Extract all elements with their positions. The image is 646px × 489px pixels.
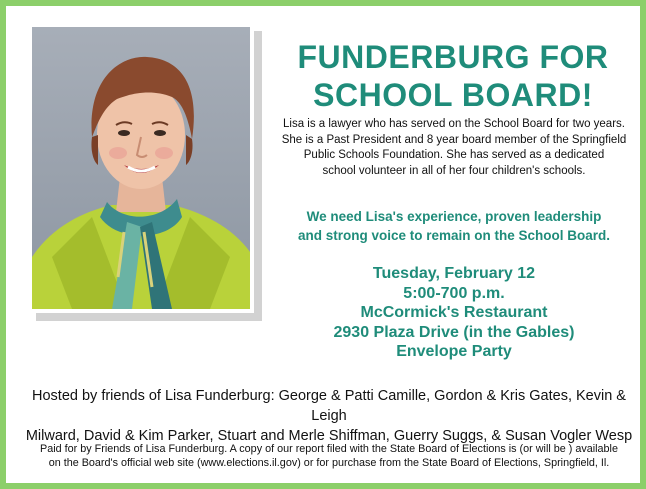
candidate-portrait (28, 23, 254, 313)
event-address: 2930 Plaza Drive (in the Gables) (333, 323, 575, 341)
event-time: 5:00-700 p.m. (403, 284, 505, 302)
campaign-tagline (278, 207, 630, 245)
event-date: Tuesday, February 12 (372, 265, 536, 282)
event-type: Envelope Party (396, 343, 512, 360)
tagline-line-2: and strong voice to remain on the School Board. (297, 228, 611, 243)
portrait-illustration (32, 27, 250, 309)
bio-line-2: She is a Past President and 8 year board member of the Springfield (281, 133, 627, 146)
event-details (278, 264, 630, 362)
page-title (278, 38, 628, 114)
disclaimer-line-2: on the Board's official web site (www.elections.il.gov) or for purchase from the State Board of Elections, Springfield, Il. (48, 457, 610, 469)
event-venue: McCormick's Restaurant (360, 304, 548, 321)
hosts-line-1: Hosted by friends of Lisa Funderburg: George & Patti Camille, Gordon & Kris Gates, Kevin & Leigh (32, 388, 626, 424)
title-line-1: FUNDERBURG FOR (297, 39, 609, 75)
disclaimer-line-1: Paid for by Friends of Lisa Funderburg. A copy of our report filed with the State Board of Elections is (or will be ) available (40, 443, 618, 455)
candidate-bio (276, 117, 632, 179)
title-line-2: SCHOOL BOARD! (313, 77, 593, 113)
bio-line-4: school volunteer in all of her four children's schools. (322, 164, 586, 177)
hosts-line-2: Milward, David & Kim Parker, Stuart and Merle Shiffman, Guerry Suggs, & Susan Vogler Wesp (25, 428, 633, 444)
hosts-list (24, 386, 634, 446)
bio-line-3: Public Schools Foundation. She has served as a dedicated (303, 149, 605, 161)
tagline-line-1: We need Lisa's experience, proven leadership (306, 209, 602, 224)
paid-for-disclaimer (20, 442, 638, 470)
bio-line-1: Lisa is a lawyer who has served on the School Board for two years. (283, 118, 625, 130)
